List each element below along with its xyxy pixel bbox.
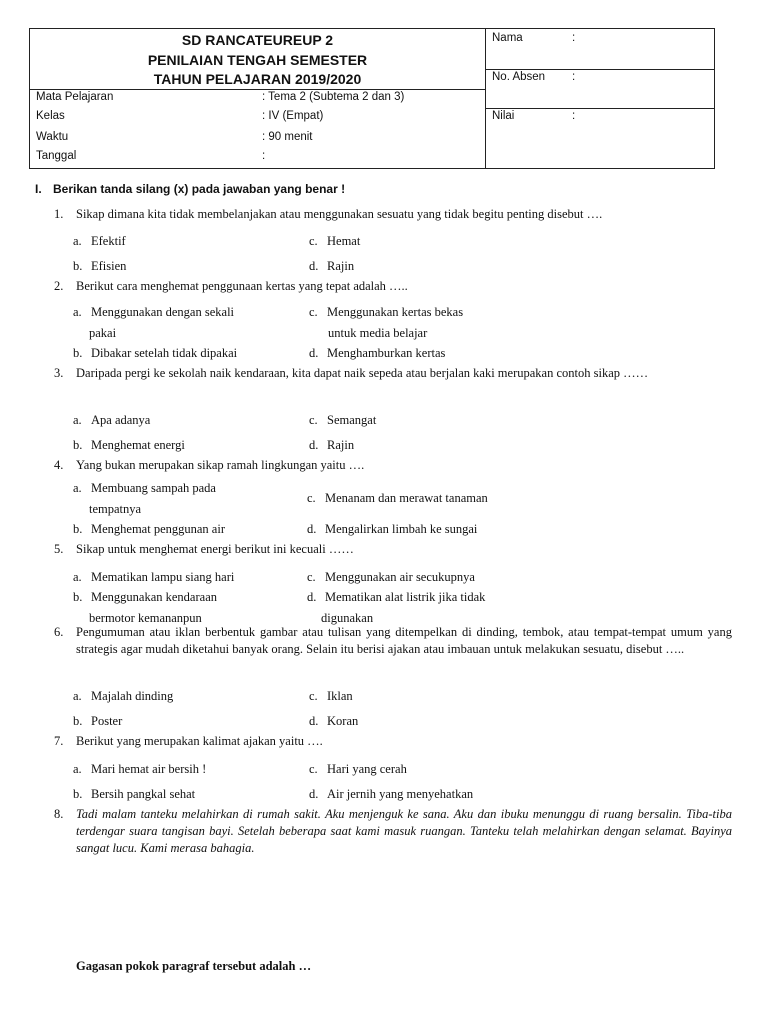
option-letter: b. bbox=[73, 590, 83, 604]
time-label: Waktu bbox=[36, 131, 69, 143]
option-text: Air jernih yang menyehatkan bbox=[327, 787, 474, 801]
option-text: Rajin bbox=[327, 438, 355, 452]
option-3a[interactable] bbox=[73, 412, 150, 429]
question-text: Yang bukan merupakan sikap ramah lingkungan yaitu …. bbox=[76, 458, 365, 472]
option-5a[interactable] bbox=[73, 569, 234, 586]
school-name: SD RANCATEUREUP 2 bbox=[181, 32, 334, 48]
option-text: Menghamburkan kertas bbox=[327, 346, 446, 360]
question-number: 5. bbox=[54, 542, 64, 556]
option-2a[interactable] bbox=[73, 304, 234, 321]
question-text: Daripada pergi ke sekolah naik kendaraan, kita dapat naik sepeda atau berjalan kaki merupakan contoh sikap …… bbox=[76, 366, 649, 380]
question-4 bbox=[54, 457, 732, 474]
question-number: 8. bbox=[54, 807, 64, 821]
option-1a[interactable] bbox=[73, 233, 126, 250]
option-letter: d. bbox=[309, 787, 319, 801]
question-number: 4. bbox=[54, 458, 64, 472]
option-text: Mengalirkan limbah ke sungai bbox=[325, 522, 478, 536]
score-colon: : bbox=[572, 110, 576, 122]
option-5c[interactable] bbox=[307, 569, 475, 586]
subject-label: Mata Pelajaran bbox=[36, 91, 114, 103]
option-letter: a. bbox=[73, 234, 82, 248]
exam-header-table bbox=[29, 28, 715, 169]
option-3c[interactable] bbox=[309, 412, 376, 429]
exam-title: PENILAIAN TENGAH SEMESTER bbox=[147, 52, 368, 68]
option-text: Efektif bbox=[91, 234, 126, 248]
option-5d[interactable] bbox=[307, 589, 485, 606]
section-instruction bbox=[35, 181, 345, 197]
score-label: Nilai bbox=[492, 110, 515, 122]
option-7b[interactable] bbox=[73, 786, 195, 803]
option-2d[interactable] bbox=[309, 345, 445, 362]
question-number: 3. bbox=[54, 366, 64, 380]
option-letter: a. bbox=[73, 762, 82, 776]
option-5b-continued: bermotor kemananpun bbox=[89, 611, 202, 625]
option-letter: d. bbox=[307, 590, 317, 604]
option-letter: a. bbox=[73, 481, 82, 495]
question-7 bbox=[54, 733, 732, 750]
option-text: Iklan bbox=[327, 689, 353, 703]
question-text: Berikut yang merupakan kalimat ajakan yaitu …. bbox=[76, 734, 323, 748]
option-text: Menggunakan kendaraan bbox=[91, 590, 217, 604]
option-letter: d. bbox=[307, 522, 317, 536]
absence-number-colon: : bbox=[572, 71, 576, 83]
question-6 bbox=[54, 624, 732, 658]
date-label: Tanggal bbox=[36, 150, 77, 162]
option-4b[interactable] bbox=[73, 521, 225, 538]
option-text: Hari yang cerah bbox=[327, 762, 407, 776]
option-letter: c. bbox=[307, 570, 316, 584]
option-letter: c. bbox=[307, 491, 316, 505]
option-text: Menggunakan dengan sekali bbox=[91, 305, 235, 319]
option-1b[interactable] bbox=[73, 258, 126, 275]
option-2b[interactable] bbox=[73, 345, 237, 362]
option-letter: b. bbox=[73, 714, 83, 728]
option-letter: c. bbox=[309, 234, 318, 248]
option-letter: d. bbox=[309, 259, 319, 273]
option-4c[interactable] bbox=[307, 490, 488, 507]
option-letter: b. bbox=[73, 346, 83, 360]
absence-number-label: No. Absen bbox=[492, 71, 546, 83]
class-value: : IV (Empat) bbox=[262, 110, 324, 122]
option-text: Menggunakan air secukupnya bbox=[325, 570, 475, 584]
option-7d[interactable] bbox=[309, 786, 473, 803]
option-2a-continued: pakai bbox=[89, 326, 117, 340]
option-6d[interactable] bbox=[309, 713, 358, 730]
option-text: Hemat bbox=[327, 234, 361, 248]
option-text: Majalah dinding bbox=[91, 689, 174, 703]
table-divider bbox=[485, 29, 486, 168]
option-text: Bersih pangkal sehat bbox=[91, 787, 196, 801]
option-letter: b. bbox=[73, 787, 83, 801]
option-text: Rajin bbox=[327, 259, 355, 273]
option-text: Dibakar setelah tidak dipakai bbox=[91, 346, 238, 360]
question-number: 7. bbox=[54, 734, 64, 748]
option-text: Mematikan lampu siang hari bbox=[91, 570, 235, 584]
question-text: Berikut cara menghemat penggunaan kertas yang tepat adalah ….. bbox=[76, 279, 408, 293]
time-value: : 90 menit bbox=[262, 131, 313, 143]
option-5b[interactable] bbox=[73, 589, 217, 606]
option-letter: d. bbox=[309, 714, 319, 728]
option-letter: a. bbox=[73, 570, 82, 584]
option-letter: c. bbox=[309, 413, 318, 427]
question-number: 2. bbox=[54, 279, 64, 293]
name-colon: : bbox=[572, 32, 576, 44]
question-5 bbox=[54, 541, 732, 558]
question-number: 6. bbox=[54, 625, 64, 639]
option-1d[interactable] bbox=[309, 258, 354, 275]
option-text: Mematikan alat listrik jika tidak bbox=[325, 590, 486, 604]
option-text: Apa adanya bbox=[91, 413, 151, 427]
score-field[interactable] bbox=[492, 109, 576, 124]
option-letter: c. bbox=[309, 762, 318, 776]
question-text: Sikap untuk menghemat energi berikut ini kecuali …… bbox=[76, 542, 354, 556]
option-4a[interactable] bbox=[73, 480, 216, 497]
table-divider bbox=[485, 108, 714, 109]
option-5d-continued: digunakan bbox=[321, 611, 374, 625]
option-letter: d. bbox=[309, 346, 319, 360]
name-field[interactable] bbox=[492, 31, 576, 46]
option-7a[interactable] bbox=[73, 761, 206, 778]
option-6a[interactable] bbox=[73, 688, 173, 705]
question-1 bbox=[54, 206, 732, 223]
option-letter: a. bbox=[73, 689, 82, 703]
option-7c[interactable] bbox=[309, 761, 407, 778]
option-text: Menghemat energi bbox=[91, 438, 185, 452]
option-text: Poster bbox=[91, 714, 123, 728]
option-text: Efisien bbox=[91, 259, 127, 273]
option-2c[interactable] bbox=[309, 304, 463, 321]
subject-value: : Tema 2 (Subtema 2 dan 3) bbox=[262, 91, 405, 103]
academic-year: TAHUN PELAJARAN 2019/2020 bbox=[153, 71, 362, 87]
question-3 bbox=[54, 365, 732, 382]
question-8 bbox=[54, 806, 732, 857]
option-text: Semangat bbox=[327, 413, 377, 427]
option-letter: c. bbox=[309, 689, 318, 703]
date-value: : bbox=[262, 150, 266, 162]
option-1c[interactable] bbox=[309, 233, 360, 250]
option-3b[interactable] bbox=[73, 437, 185, 454]
option-letter: a. bbox=[73, 413, 82, 427]
question-number: 1. bbox=[54, 207, 64, 221]
reading-paragraph: Tadi malam tanteku melahirkan di rumah sakit. Aku menjenguk ke sana. Aku dan ibuku menunggu di ruang bersalin. Tiba-tiba terdengar suara tangisan bayi. Setelah beberapa saat kami masuk ruangan. Tanteku telah melahirkan dengan selamat. Bayinya sangat lucu. Kami merasa bahagia. bbox=[76, 807, 732, 855]
closing-question: Gagasan pokok paragraf tersebut adalah … bbox=[76, 959, 312, 973]
option-letter: b. bbox=[73, 522, 83, 536]
section-instruction-text: Berikan tanda silang (x) pada jawaban yang benar ! bbox=[53, 182, 346, 196]
option-3d[interactable] bbox=[309, 437, 354, 454]
option-6c[interactable] bbox=[309, 688, 353, 705]
option-letter: b. bbox=[73, 259, 83, 273]
question-text: Sikap dimana kita tidak membelanjakan atau menggunakan sesuatu yang tidak begitu penting disebut …. bbox=[76, 207, 603, 221]
name-label: Nama bbox=[492, 32, 523, 44]
option-6b[interactable] bbox=[73, 713, 122, 730]
option-text: Mari hemat air bersih ! bbox=[91, 762, 207, 776]
option-text: Menghemat penggunan air bbox=[91, 522, 225, 536]
option-letter: c. bbox=[309, 305, 318, 319]
option-text: Menggunakan kertas bekas bbox=[327, 305, 464, 319]
option-text: Koran bbox=[327, 714, 359, 728]
absence-number-field[interactable] bbox=[492, 70, 576, 85]
section-number: I. bbox=[35, 182, 42, 196]
class-label: Kelas bbox=[36, 110, 65, 122]
question-text: Pengumuman atau iklan berbentuk gambar atau tulisan yang ditempelkan di dinding, tembok, atau tempat-tempat umum yang strategis agar mudah diketahui banyak orang. Selain itu berisi ajakan atau imbauan untuk melakukan sesuatu, disebut ….. bbox=[76, 625, 732, 656]
option-4d[interactable] bbox=[307, 521, 477, 538]
option-text: Membuang sampah pada bbox=[91, 481, 216, 495]
option-letter: b. bbox=[73, 438, 83, 452]
option-4a-continued: tempatnya bbox=[89, 502, 142, 516]
option-letter: a. bbox=[73, 305, 82, 319]
question-2 bbox=[54, 278, 732, 295]
option-letter: d. bbox=[309, 438, 319, 452]
option-text: Menanam dan merawat tanaman bbox=[325, 491, 488, 505]
option-2c-continued: untuk media belajar bbox=[328, 326, 428, 340]
